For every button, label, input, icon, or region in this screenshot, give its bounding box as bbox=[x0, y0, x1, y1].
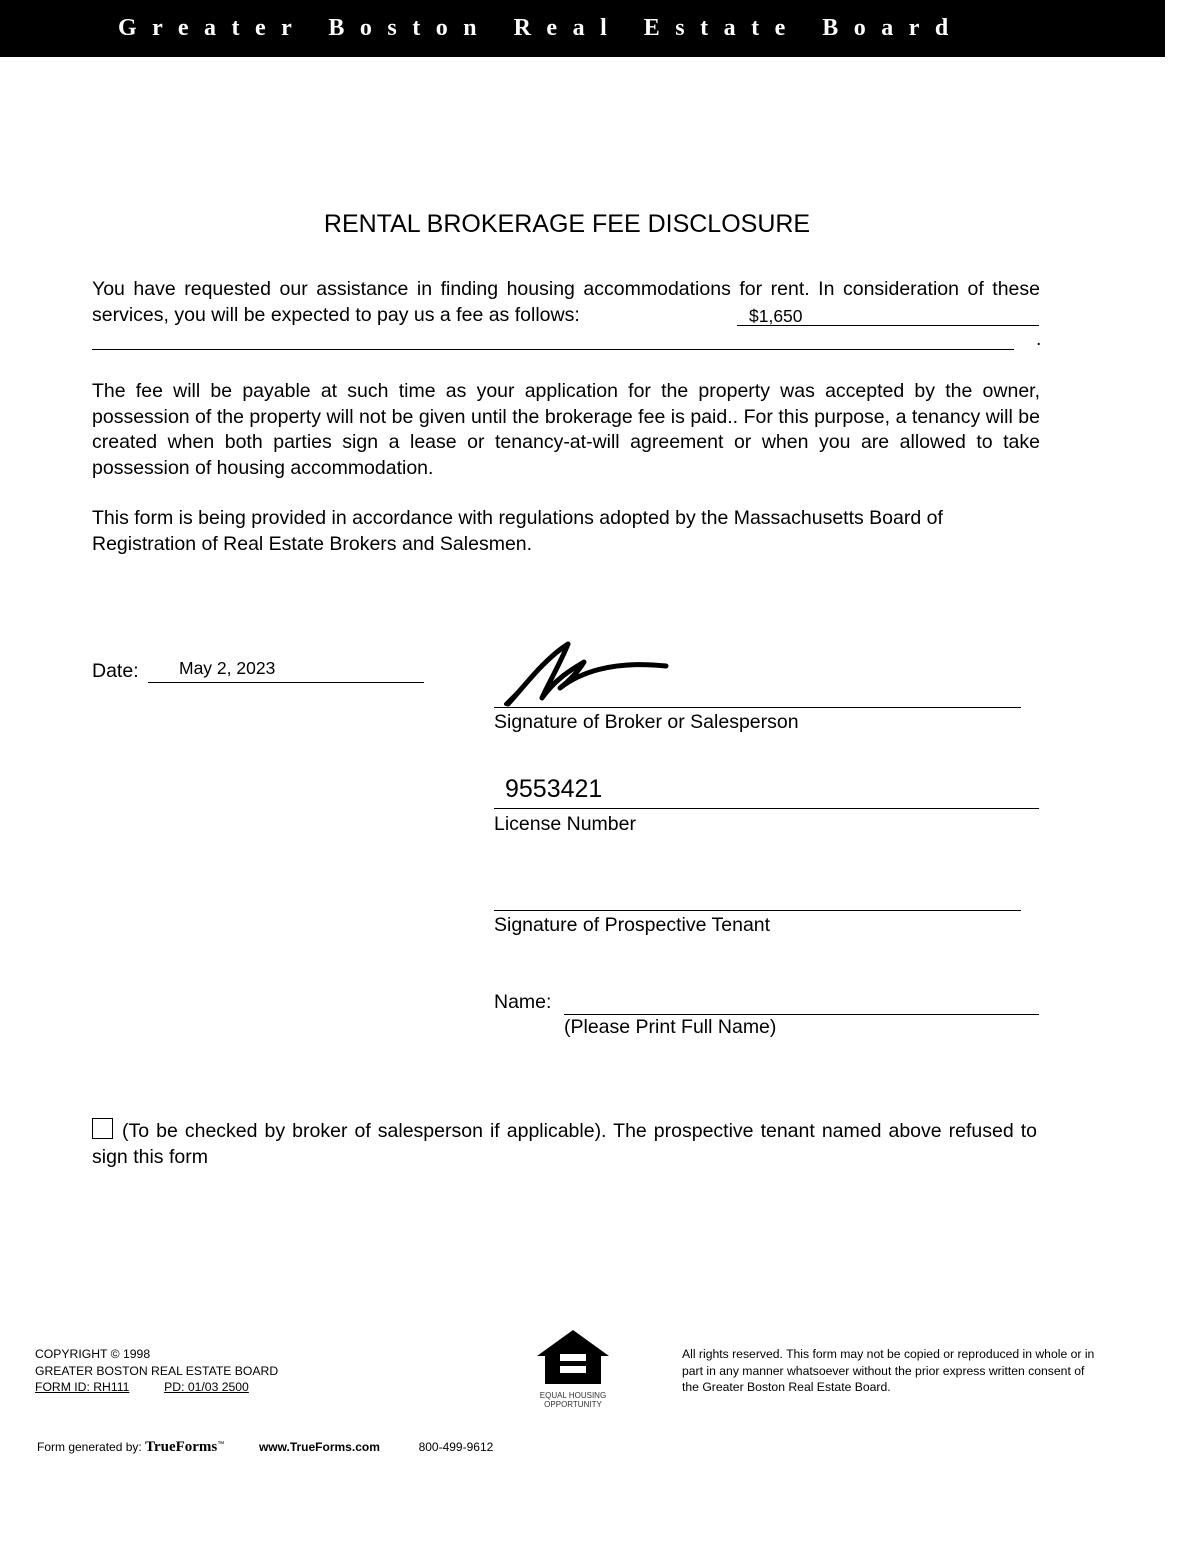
regulation-paragraph: This form is being provided in accordance with regulations adopted by the Massachusetts Board of Registration of Real Estate Brokers and Salesmen. bbox=[92, 507, 943, 555]
tenant-signature-field[interactable] bbox=[494, 880, 1021, 911]
broker-signature-field[interactable] bbox=[494, 638, 1021, 708]
name-field[interactable] bbox=[564, 990, 1039, 1015]
form-id-line bbox=[35, 1379, 355, 1396]
pd-code: PD: 01/03 2500 bbox=[164, 1380, 249, 1394]
rights-notice: All rights reserved. This form may not be copied or reproduced in whole or in part in any manner whatsoever without the prior express written consent of the Greater Boston Real Estate Board. bbox=[682, 1347, 1095, 1394]
license-number-value: 9553421 bbox=[505, 775, 603, 803]
generated-by-line: Form generated by: TrueForms™ www.TrueForms.com 800-499-9612 bbox=[37, 1439, 494, 1455]
footer-copyright-block bbox=[35, 1346, 355, 1396]
tenant-signature-label: Signature of Prospective Tenant bbox=[494, 914, 771, 936]
form-id: FORM ID: RH111 bbox=[35, 1380, 130, 1394]
fee-continuation-line[interactable] bbox=[92, 328, 1014, 350]
broker-signature-image bbox=[498, 638, 688, 710]
trueforms-phone: 800-499-9612 bbox=[418, 1440, 494, 1454]
fee-field[interactable] bbox=[737, 303, 1039, 326]
board-header: Greater Boston Real Estate Board bbox=[0, 0, 1165, 57]
name-hint: (Please Print Full Name) bbox=[564, 1016, 777, 1038]
refusal-checkbox-text: (To be checked by broker of salesperson if applicable). The prospective tenant named above refused to sign this form bbox=[92, 1120, 1037, 1168]
copyright-text: COPYRIGHT © 1998 bbox=[35, 1347, 151, 1361]
payment-terms-paragraph: The fee will be payable at such time as your application for the property was accepted by the owner, possession of the property will not be given until the brokerage fee is paid.. For this purpose, a tenancy will be created when both parties sign a lease or tenancy-at-will agreement or when you are allowed to take possession of housing accommodation. bbox=[92, 380, 1040, 479]
license-number-field[interactable] bbox=[494, 772, 1039, 809]
generated-by-label: Form generated by: bbox=[37, 1440, 142, 1454]
trueforms-website[interactable]: www.TrueForms.com bbox=[258, 1440, 380, 1454]
license-number-label: License Number bbox=[494, 813, 636, 835]
opportunity-label: OPPORTUNITY bbox=[544, 1400, 602, 1409]
date-value: May 2, 2023 bbox=[179, 658, 276, 678]
equal-housing-label: EQUAL HOUSING bbox=[539, 1391, 607, 1400]
trueforms-logo: TrueForms bbox=[145, 1439, 218, 1455]
intro-text: You have requested our assistance in finding housing accommodations for rent. In consideration of these services, you will be expected to pay us a fee as follows: bbox=[92, 278, 1040, 326]
house-icon bbox=[535, 1328, 611, 1386]
fee-value: $1,650 bbox=[749, 306, 803, 326]
board-footer-text: GREATER BOSTON REAL ESTATE BOARD bbox=[35, 1363, 279, 1378]
form-title: RENTAL BROKERAGE FEE DISCLOSURE bbox=[323, 210, 811, 238]
fee-period: . bbox=[1036, 328, 1042, 350]
equal-housing-logo bbox=[535, 1328, 611, 1408]
name-label: Name: bbox=[494, 991, 552, 1013]
broker-signature-label: Signature of Broker or Salesperson bbox=[494, 711, 799, 733]
date-label: Date: bbox=[92, 660, 139, 682]
date-field[interactable] bbox=[148, 657, 424, 683]
